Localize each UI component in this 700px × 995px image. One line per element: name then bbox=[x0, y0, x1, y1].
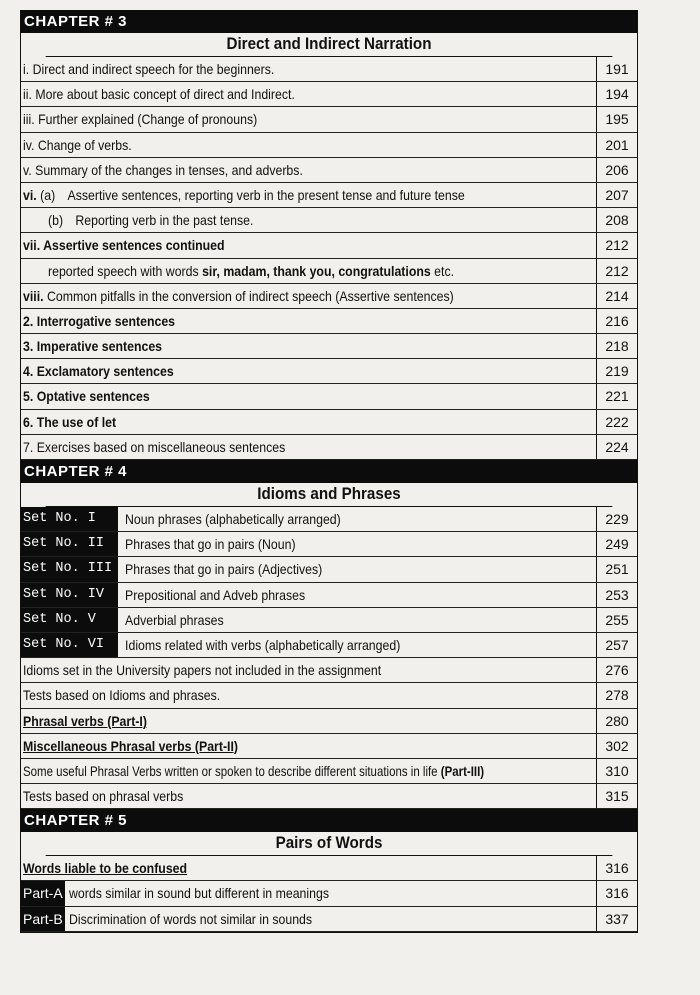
entry-number: ii. bbox=[23, 86, 32, 103]
chapter-title: Direct and Indirect Narration bbox=[46, 33, 613, 57]
entry-number: 7. bbox=[23, 438, 34, 455]
entry-text: Reporting verb in the past tense. bbox=[75, 212, 254, 229]
page-number: 216 bbox=[605, 312, 629, 329]
entry-text: etc. bbox=[430, 262, 455, 279]
toc-row bbox=[21, 507, 637, 532]
set-label: Set No. IV bbox=[21, 583, 118, 607]
page-number: 194 bbox=[605, 86, 629, 103]
toc-row bbox=[21, 259, 637, 284]
entry-text: Imperative sentences bbox=[36, 338, 163, 355]
entry-text: Assertive sentences, reporting verb in the present tense and future tense bbox=[67, 186, 465, 203]
page-number: 201 bbox=[605, 136, 629, 153]
part-label: Part-A bbox=[21, 881, 65, 905]
toc-row bbox=[21, 57, 637, 82]
entry-text: The use of let bbox=[36, 413, 117, 430]
entry-text: Noun phrases (alphabetically arranged) bbox=[125, 511, 341, 527]
entry-text: Further explained (Change of pronouns) bbox=[38, 111, 258, 128]
page-number: 316 bbox=[605, 860, 629, 877]
entry-number: 2. bbox=[23, 312, 34, 329]
page-number: 253 bbox=[605, 586, 629, 603]
entry-text: Idioms set in the University papers not included in the assignment bbox=[23, 662, 382, 679]
toc-row bbox=[21, 107, 637, 132]
page-number: 224 bbox=[605, 438, 629, 455]
entry-text: More about basic concept of direct and Indirect. bbox=[35, 86, 295, 103]
toc-row bbox=[21, 532, 637, 557]
toc-row bbox=[21, 158, 637, 183]
page-number: 276 bbox=[605, 662, 629, 679]
page-number: 208 bbox=[605, 212, 629, 229]
page-number: 206 bbox=[605, 161, 629, 178]
page-number: 278 bbox=[605, 687, 629, 704]
page-number: 302 bbox=[605, 737, 629, 754]
toc-row bbox=[21, 784, 637, 809]
entry-number: 3. bbox=[23, 338, 34, 355]
toc-row bbox=[21, 881, 637, 906]
page-number: 249 bbox=[605, 536, 629, 553]
page-number: 214 bbox=[605, 287, 629, 304]
toc-row bbox=[21, 683, 637, 708]
toc-row bbox=[21, 384, 637, 409]
page-number: 222 bbox=[605, 413, 629, 430]
entry-number: 6. bbox=[23, 413, 34, 430]
page-number: 207 bbox=[605, 186, 629, 203]
entry-text: Phrases that go in pairs (Adjectives) bbox=[125, 561, 323, 578]
entry-number: 5. bbox=[23, 388, 34, 405]
toc-row bbox=[21, 410, 637, 435]
toc-row bbox=[21, 133, 637, 158]
entry-text: reported speech with words bbox=[48, 262, 203, 279]
page-number: 251 bbox=[605, 561, 629, 578]
entry-number: viii. bbox=[23, 287, 44, 304]
toc-row bbox=[21, 633, 637, 658]
page-number: 316 bbox=[605, 885, 629, 902]
entry-text: Optative sentences bbox=[36, 388, 150, 405]
entry-text: Exercises based on miscellaneous sentences bbox=[36, 438, 286, 455]
page-number: 212 bbox=[605, 237, 629, 254]
set-label: Set No. VI bbox=[21, 633, 118, 657]
page-number: 310 bbox=[605, 762, 629, 779]
page-number: 337 bbox=[605, 910, 629, 927]
chapter-header: CHAPTER # 4 bbox=[21, 460, 637, 483]
chapter-title: Pairs of Words bbox=[46, 832, 613, 856]
page-number: 195 bbox=[605, 111, 629, 128]
toc-row bbox=[21, 82, 637, 107]
entry-text: Summary of the changes in tenses, and adverbs. bbox=[35, 161, 303, 178]
page-number: 218 bbox=[605, 338, 629, 355]
chapter-title: Idioms and Phrases bbox=[46, 483, 613, 507]
entry-number: iv. bbox=[23, 136, 35, 153]
entry-text: Assertive sentences continued bbox=[43, 237, 225, 254]
entry-sub-letter: (b) bbox=[48, 212, 64, 229]
chapter-header: CHAPTER # 5 bbox=[21, 809, 637, 832]
entry-text: Direct and indirect speech for the beginners. bbox=[32, 61, 275, 77]
set-label: Set No. V bbox=[21, 608, 118, 632]
entry-number: 4. bbox=[23, 363, 34, 380]
page-number: 315 bbox=[605, 788, 629, 805]
toc-row bbox=[21, 557, 637, 582]
toc-row bbox=[21, 856, 637, 881]
toc-row bbox=[21, 734, 637, 759]
toc-row bbox=[21, 907, 637, 932]
page-number: 212 bbox=[605, 262, 629, 279]
toc-row bbox=[21, 334, 637, 359]
entry-text: Tests based on phrasal verbs bbox=[23, 788, 184, 805]
toc-row bbox=[21, 435, 637, 460]
toc-row bbox=[21, 709, 637, 734]
set-label: Set No. III bbox=[21, 557, 118, 581]
part-label: Part-B bbox=[21, 907, 65, 931]
entry-text: Discrimination of words not similar in sounds bbox=[68, 910, 312, 927]
entry-text: Adverbial phrases bbox=[125, 611, 224, 628]
toc-row bbox=[21, 359, 637, 384]
entry-text: Phrases that go in pairs (Noun) bbox=[125, 536, 296, 553]
page-number: 280 bbox=[605, 712, 629, 729]
page-number: 257 bbox=[605, 636, 629, 653]
toc-row bbox=[21, 183, 637, 208]
toc-row bbox=[21, 583, 637, 608]
entry-text: Phrasal verbs (Part-I) bbox=[23, 712, 147, 729]
entry-text-bold: sir, madam, thank you, congratulations bbox=[202, 262, 431, 279]
page-number: 229 bbox=[605, 511, 629, 527]
entry-text-bold: (Part-III) bbox=[440, 762, 485, 779]
toc-row bbox=[21, 608, 637, 633]
table-of-contents bbox=[20, 10, 638, 933]
entry-text: Words liable to be confused bbox=[23, 860, 188, 877]
entry-text: Interrogative sentences bbox=[36, 312, 176, 329]
page-number: 191 bbox=[605, 61, 629, 77]
toc-row bbox=[21, 309, 637, 334]
entry-text: Common pitfalls in the conversion of indirect speech (Assertive sentences) bbox=[46, 287, 454, 304]
entry-text: Idioms related with verbs (alphabetically arranged) bbox=[125, 636, 401, 653]
set-label: Set No. II bbox=[21, 532, 118, 556]
page-number: 221 bbox=[605, 388, 629, 405]
page-number: 219 bbox=[605, 363, 629, 380]
entry-text: Prepositional and Adveb phrases bbox=[125, 586, 306, 603]
entry-number: iii. bbox=[23, 111, 35, 128]
entry-text: Change of verbs. bbox=[37, 136, 132, 153]
entry-text: Miscellaneous Phrasal verbs (Part-II) bbox=[23, 737, 239, 754]
entry-number: vii. bbox=[23, 237, 41, 254]
page-number: 255 bbox=[605, 611, 629, 628]
set-label: Set No. I bbox=[21, 507, 118, 531]
toc-row bbox=[21, 208, 637, 233]
toc-row bbox=[21, 759, 637, 784]
entry-number: vi. bbox=[23, 186, 37, 203]
entry-number: v. bbox=[23, 161, 32, 178]
entry-number: i. bbox=[23, 61, 30, 77]
entry-text: Exclamatory sentences bbox=[36, 363, 174, 380]
toc-row bbox=[21, 233, 637, 258]
entry-sub-letter: (a) bbox=[40, 186, 56, 203]
entry-text: words similar in sound but different in meanings bbox=[68, 885, 329, 902]
chapter-header: CHAPTER # 3 bbox=[21, 10, 637, 33]
toc-row bbox=[21, 658, 637, 683]
entry-text: Tests based on Idioms and phrases. bbox=[23, 687, 221, 704]
entry-text: Some useful Phrasal Verbs written or spoken to describe different situations in life bbox=[23, 762, 441, 779]
toc-row bbox=[21, 284, 637, 309]
